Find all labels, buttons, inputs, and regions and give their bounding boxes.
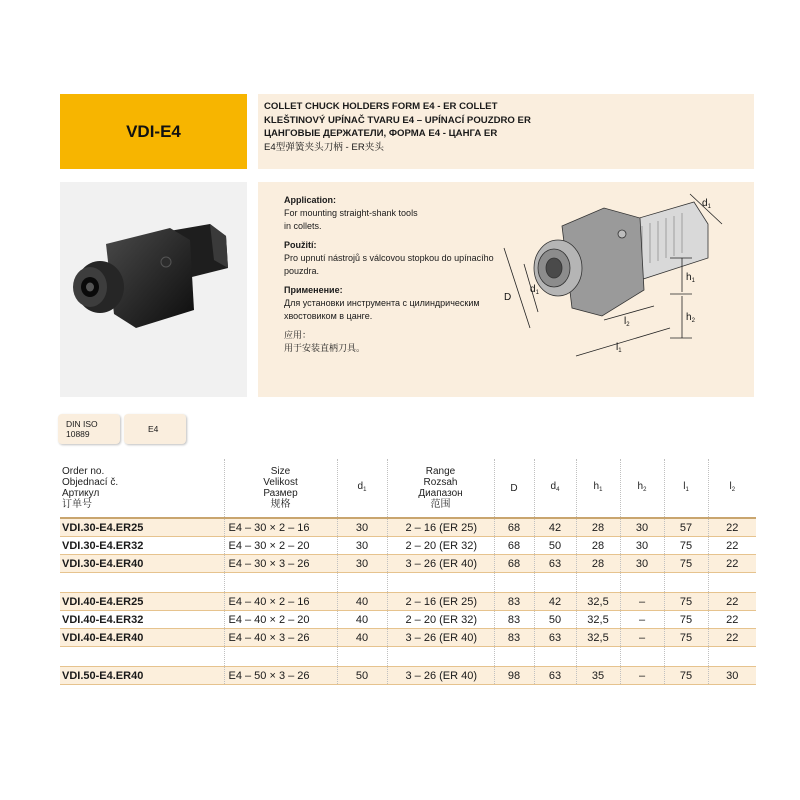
norm-tag — [58, 414, 120, 444]
table-cell: 22 — [708, 537, 756, 555]
table-spacer-row — [60, 647, 756, 667]
dim-label-D: D — [504, 292, 512, 303]
col-header-range: Range Rozsah Диапазон 范围 — [387, 459, 494, 518]
table-cell: 30 — [337, 555, 387, 573]
table-cell: 42 — [534, 518, 576, 537]
table-cell: 28 — [576, 518, 620, 537]
table-cell: 30 — [337, 537, 387, 555]
table-cell: 63 — [534, 629, 576, 647]
table-cell: 40 — [337, 593, 387, 611]
col-header-h1: $h_1$ — [576, 459, 620, 518]
application-panel — [258, 182, 754, 397]
application-text-ru-2: хвостовиком в цанге. — [284, 311, 373, 321]
table-cell: 2 – 16 (ER 25) — [387, 518, 494, 537]
table-cell: 3 – 26 (ER 40) — [387, 629, 494, 647]
table-cell: 57 — [664, 518, 708, 537]
table-cell: 2 – 20 (ER 32) — [387, 537, 494, 555]
table-cell: 75 — [664, 555, 708, 573]
table-cell: 2 – 20 (ER 32) — [387, 611, 494, 629]
table-row — [60, 611, 756, 629]
table-cell: 50 — [534, 611, 576, 629]
table-cell: 75 — [664, 629, 708, 647]
table-cell: 35 — [576, 667, 620, 685]
table-cell: E4 – 30 × 2 – 16 — [224, 518, 337, 537]
table-cell: – — [620, 629, 664, 647]
table-cell: VDI.40-E4.ER40 — [60, 629, 224, 647]
title-line-cz: KLEŠTINOVÝ UPÍNAČ TVARU E4 – UPÍNACÍ POUZDRO ER — [264, 114, 531, 126]
table-cell: VDI.30-E4.ER40 — [60, 555, 224, 573]
table-cell: 75 — [664, 611, 708, 629]
table-row — [60, 593, 756, 611]
table-cell: 30 — [708, 667, 756, 685]
table-cell: E4 – 40 × 2 – 16 — [224, 593, 337, 611]
col-header-order: Order no. Objednací č. Артикул 订单号 — [60, 459, 224, 518]
table-cell: 22 — [708, 593, 756, 611]
table-cell: 68 — [494, 518, 534, 537]
table-cell: 42 — [534, 593, 576, 611]
application-text-en-1: For mounting straight-shank tools — [284, 208, 418, 218]
application-text-en-2: in collets. — [284, 221, 322, 231]
dim-label-h2: $h_2$ — [686, 312, 695, 324]
table-cell: VDI.50-E4.ER40 — [60, 667, 224, 685]
table-cell: E4 – 40 × 3 – 26 — [224, 629, 337, 647]
dim-label-l2: $l_2$ — [624, 316, 630, 328]
table-cell: 63 — [534, 667, 576, 685]
title-line-cn: E4型弹簧夹头刀柄 - ER夹头 — [264, 141, 384, 153]
table-cell: – — [620, 611, 664, 629]
table-cell: E4 – 30 × 3 – 26 — [224, 555, 337, 573]
form-tag-label: E4 — [148, 424, 159, 434]
table-cell: – — [620, 593, 664, 611]
table-cell: 2 – 16 (ER 25) — [387, 593, 494, 611]
table-cell: 75 — [664, 537, 708, 555]
product-photo — [60, 182, 247, 397]
table-row — [60, 667, 756, 685]
application-text-cn: 用于安装直柄刀具。 — [284, 343, 366, 353]
norm-tag-label: DIN ISO 10889 — [66, 419, 98, 439]
table-cell: 50 — [534, 537, 576, 555]
table-cell: 32,5 — [576, 611, 620, 629]
application-label-cz: Použití: — [284, 240, 317, 250]
dim-label-h1: $h_1$ — [686, 272, 695, 284]
form-tag — [124, 414, 186, 444]
table-cell: 28 — [576, 537, 620, 555]
product-badge — [60, 94, 247, 169]
table-spacer-row — [60, 573, 756, 593]
table-cell: 22 — [708, 611, 756, 629]
dimension-drawing — [494, 188, 750, 388]
table-cell: 32,5 — [576, 629, 620, 647]
table-cell: 22 — [708, 518, 756, 537]
table-cell: 40 — [337, 629, 387, 647]
badge-label: VDI-E4 — [126, 121, 181, 141]
table-header-row — [60, 459, 756, 518]
table-cell: VDI.40-E4.ER32 — [60, 611, 224, 629]
table-cell: E4 – 40 × 2 – 20 — [224, 611, 337, 629]
table-cell: 40 — [337, 611, 387, 629]
table-cell: 3 – 26 (ER 40) — [387, 555, 494, 573]
table-cell: 3 – 26 (ER 40) — [387, 667, 494, 685]
table-cell: 30 — [337, 518, 387, 537]
table-cell: 83 — [494, 629, 534, 647]
table-cell: VDI.40-E4.ER25 — [60, 593, 224, 611]
col-header-d4: $d_4$ — [534, 459, 576, 518]
dim-label-d1: $d_1$ — [530, 284, 539, 296]
dim-label-l1: $l_1$ — [616, 342, 622, 354]
table-cell: E4 – 30 × 2 – 20 — [224, 537, 337, 555]
title-line-en: COLLET CHUCK HOLDERS FORM E4 - ER COLLET — [264, 101, 498, 112]
col-header-D: D — [494, 459, 534, 518]
table-cell: 75 — [664, 667, 708, 685]
col-header-size: Size Velikost Размер 规格 — [224, 459, 337, 518]
header-description — [258, 94, 754, 169]
table-cell: VDI.30-E4.ER25 — [60, 518, 224, 537]
table-cell: – — [620, 667, 664, 685]
application-text-ru-1: Для установки инструмента с цилиндрическим — [284, 298, 480, 308]
table-cell: 22 — [708, 629, 756, 647]
table-cell: 68 — [494, 537, 534, 555]
application-text-cz-1: Pro upnutí nástrojů s válcovou stopkou do upínacího — [284, 253, 494, 263]
table-cell: 68 — [494, 555, 534, 573]
col-header-d1: $d_1$ — [337, 459, 387, 518]
table-cell: 50 — [337, 667, 387, 685]
table-cell: VDI.30-E4.ER32 — [60, 537, 224, 555]
table-row — [60, 518, 756, 537]
table-cell: 98 — [494, 667, 534, 685]
table-cell: E4 – 50 × 3 – 26 — [224, 667, 337, 685]
application-label-ru: Применение: — [284, 285, 343, 295]
table-cell: 30 — [620, 518, 664, 537]
application-label-en: Application: — [284, 195, 336, 205]
table-cell: 83 — [494, 593, 534, 611]
application-text-cz-2: pouzdra. — [284, 266, 320, 276]
col-header-l1: $l_1$ — [664, 459, 708, 518]
title-line-ru: ЦАНГОВЫЕ ДЕРЖАТЕЛИ, ФОРМА Е4 - ЦАНГА ER — [264, 128, 498, 140]
table-cell: 30 — [620, 537, 664, 555]
table-cell: 83 — [494, 611, 534, 629]
spec-table — [60, 459, 756, 685]
col-header-l2: $l_2$ — [708, 459, 756, 518]
application-label-cn: 应用： — [284, 330, 312, 340]
dim-label-d1-top: $d_1$ — [702, 198, 711, 210]
table-row — [60, 555, 756, 573]
table-row — [60, 537, 756, 555]
col-header-h2: $h_2$ — [620, 459, 664, 518]
table-cell: 30 — [620, 555, 664, 573]
table-cell: 28 — [576, 555, 620, 573]
table-cell: 75 — [664, 593, 708, 611]
table-cell: 63 — [534, 555, 576, 573]
table-cell: 22 — [708, 555, 756, 573]
table-cell: 32,5 — [576, 593, 620, 611]
table-row — [60, 629, 756, 647]
